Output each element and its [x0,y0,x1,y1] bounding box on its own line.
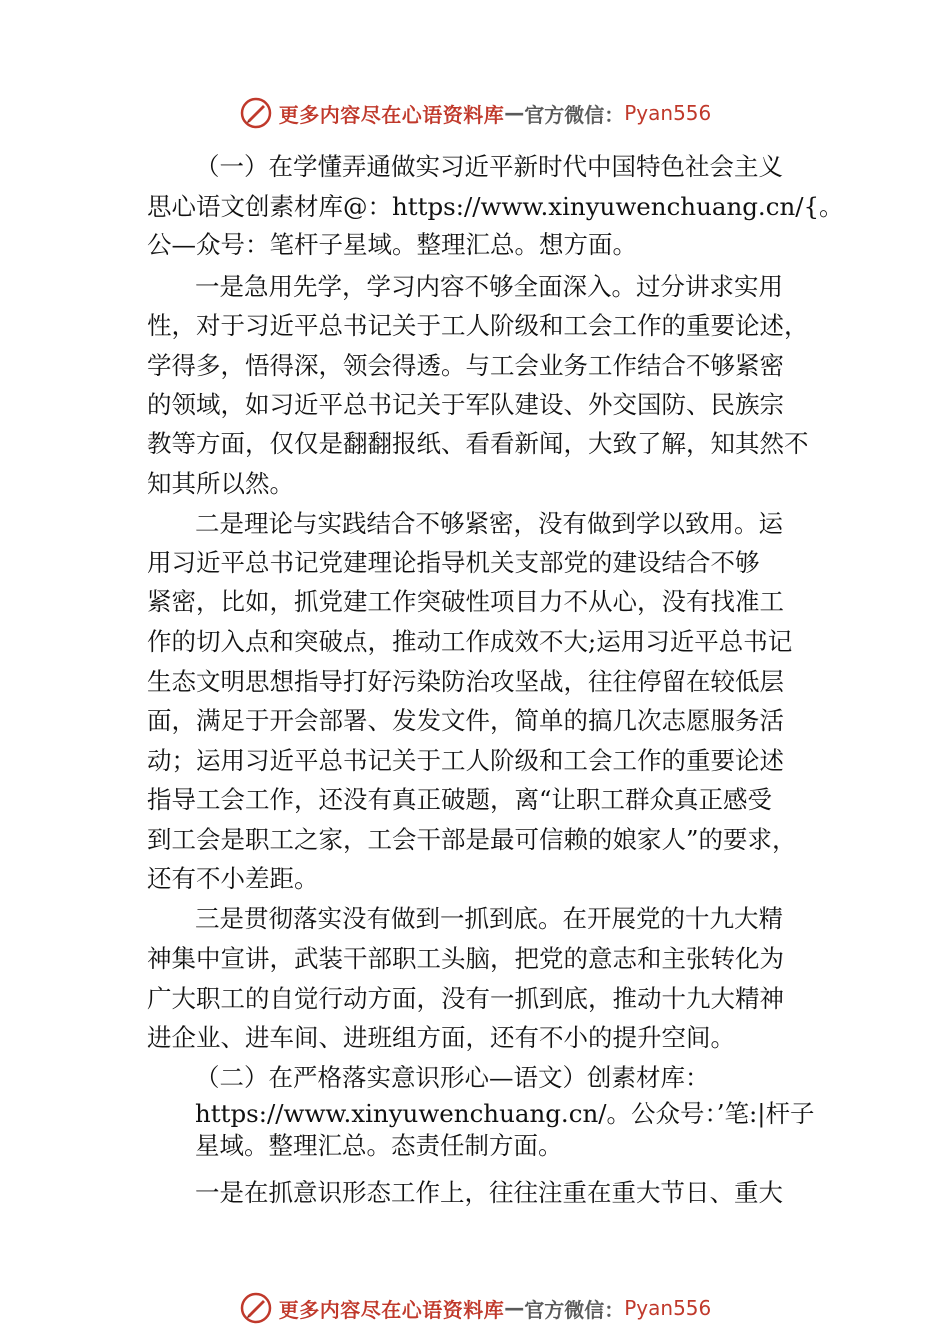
text-line: 教等方面，仅仅是翻翻报纸、看看新闻，大致了解，知其然不 [147,429,809,458]
text-line: 二是理论与实践结合不够紧密，没有做到学以致用。运 [195,509,783,538]
text-line: 公—众号：笔杆子星域。整理汇总。想方面。 [147,230,637,259]
footer-banner [0,1288,950,1328]
text-line: 广大职工的自觉行动方面，没有一抓到底，推动十九大精神 [147,984,784,1013]
text-line: 神集中宣讲，武装干部职工头脑，把党的意志和主张转化为 [147,944,784,973]
brand-logo-icon [239,1291,273,1325]
banner-brand: 更多内容尽在心语资料库 [278,1297,505,1322]
banner-contact-label: 官方微信： [524,1297,625,1322]
text-line: 到工会是职工之家，工会干部是最可信赖的娘家人”的要求， [147,825,797,854]
text-line: （一）在学懂弄通做实习近平新时代中国特色社会主义 [195,152,783,181]
banner-separator: — [504,1296,525,1320]
text-line: 动；运用习近平总书记关于工人阶级和工会工作的重要论述 [147,746,784,775]
header-banner [0,93,950,133]
text-line: （二）在严格落实意识形心—语文）创素材库： [195,1063,710,1092]
text-line: 一是在抓意识形态工作上，往往注重在重大节日、重大 [195,1178,783,1207]
text-line: 用习近平总书记党建理论指导机关支部党的建设结合不够 [147,548,760,577]
text-line: 进企业、进车间、进班组方面，还有不小的提升空间。 [147,1023,735,1052]
banner-contact-label: 官方微信： [524,102,625,127]
text-line: 生态文明思想指导打好污染防治攻坚战，往往停留在较低层 [147,667,784,696]
banner-contact-id: Pyan556 [624,1296,712,1320]
text-line: 思心语文创素材库@：https://www.xinyuwenchuang.cn/{。 [147,192,844,221]
banner-separator: — [504,101,525,125]
text-line: 的领域，如习近平总书记关于军队建设、外交国防、民族宗 [147,390,784,419]
text-line: 紧密，比如，抓党建工作突破性项目力不从心，没有找准工 [147,587,784,616]
text-line: 指导工会工作，还没有真正破题，离“让职工群众真正感受 [147,785,773,814]
text-line: 性，对于习近平总书记关于工人阶级和工会工作的重要论述， [147,311,809,340]
banner-contact-id: Pyan556 [624,101,712,125]
text-line: 星域。整理汇总。态责任制方面。 [195,1131,563,1160]
text-line: 知其所以然。 [147,469,294,498]
text-line: 三是贯彻落实没有做到一抓到底。在开展党的十九大精 [195,904,783,933]
text-line: 面，满足于开会部署、发发文件，简单的搞几次志愿服务活 [147,706,784,735]
banner-brand: 更多内容尽在心语资料库 [278,102,505,127]
text-line: https://www.xinyuwenchuang.cn/。公众号：’笔:|杆子 [195,1099,815,1128]
text-line: 作的切入点和突破点，推动工作成效不大;运用习近平总书记 [147,627,793,656]
text-line: 一是急用先学，学习内容不够全面深入。过分讲求实用 [195,272,783,301]
brand-logo-icon [239,96,273,130]
text-line: 还有不小差距。 [147,864,319,893]
text-line: 学得多，悟得深，领会得透。与工会业务工作结合不够紧密 [147,351,784,380]
